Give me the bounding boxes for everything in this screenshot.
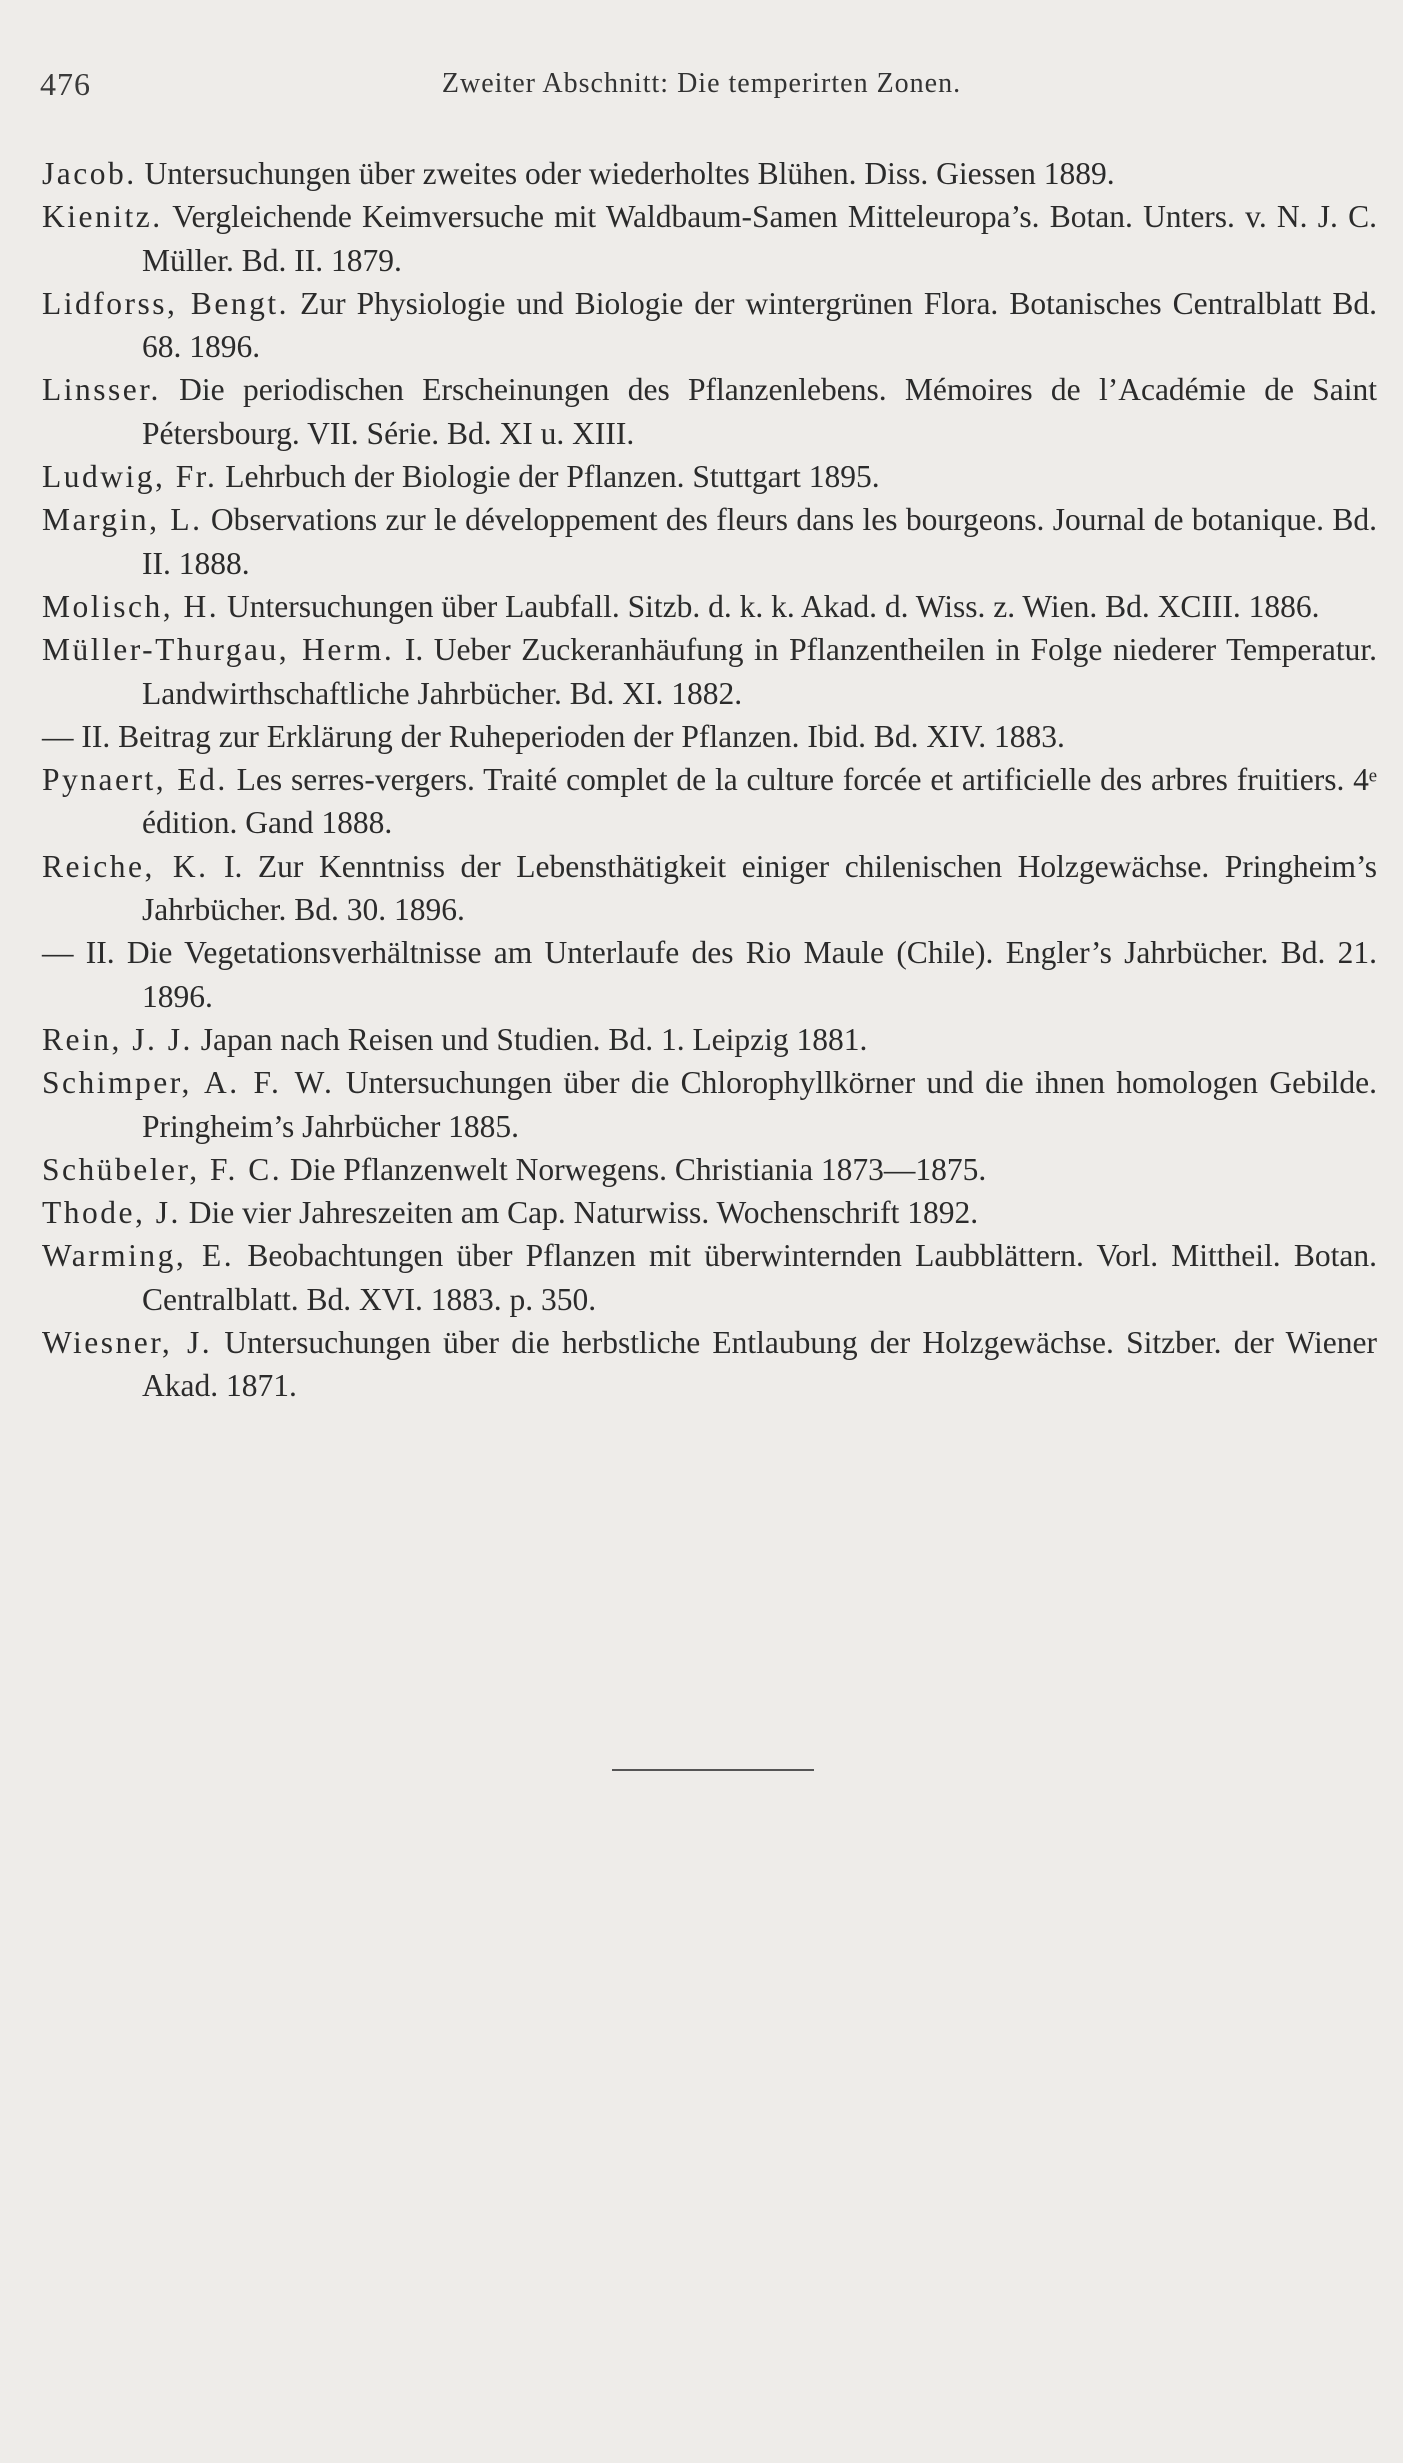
reference-text: — II. Beitrag zur Erklärung der Ruheperioden der Pflanzen. Ibid. Bd. XIV. 1883. (42, 718, 1065, 754)
reference-author: Schübeler, F. C. (42, 1151, 283, 1187)
section-end-rule (612, 1769, 814, 1771)
reference-author: Schimper, A. F. W. (42, 1065, 335, 1101)
reference-entry (42, 758, 1377, 845)
reference-entry (42, 1148, 1377, 1191)
reference-text: Die periodischen Erscheinungen des Pflanzenlebens. Mémoires de l’Académie de Saint Pétersbourg. VII. Série. Bd. XI u. XIII. (142, 372, 1377, 451)
reference-text: Die Pflanzenwelt Norwegens. Christiania 1873—1875. (282, 1151, 987, 1187)
reference-author: Müller-Thurgau, Herm. (42, 632, 395, 668)
reference-text: Beobachtungen über Pflanzen mit überwinternden Laubblättern. Vorl. Mittheil. Botan. Centralblatt. Bd. XVI. 1883. p. 350. (142, 1238, 1377, 1317)
reference-author: Warming, E. (42, 1238, 235, 1274)
reference-entry (42, 152, 1377, 195)
reference-author: Reiche, K. (42, 848, 209, 884)
reference-entry (42, 628, 1377, 715)
reference-entry (42, 931, 1377, 1018)
reference-text: Vergleichende Keimversuche mit Waldbaum-Samen Mitteleuropa’s. Botan. Unters. v. N. J. C. Müller. Bd. II. 1879. (142, 199, 1377, 278)
reference-text: Untersuchungen über zweites oder wiederholtes Blühen. Diss. Giessen 1889. (136, 156, 1115, 191)
reference-text: I. Zur Kenntniss der Lebensthätigkeit einiger chilenischen Holzgewächse. Pringheim’s Jahrbücher. Bd. 30. 1896. (142, 848, 1377, 928)
reference-author: Thode, J. (42, 1195, 181, 1231)
reference-entry (42, 1234, 1377, 1321)
reference-text: Zur Physiologie und Biologie der wintergrünen Flora. Botanisches Centralblatt Bd. 68. 1896. (142, 285, 1378, 365)
reference-entry (42, 282, 1377, 369)
reference-author: Margin, L. (42, 502, 203, 538)
reference-text: Untersuchungen über die Chlorophyllkörner und die ihnen homologen Gebilde. Pringheim’s Jahrbücher 1885. (142, 1065, 1377, 1144)
reference-entry (42, 368, 1377, 455)
reference-entry (42, 845, 1377, 932)
reference-author: Molisch, H. (42, 588, 220, 624)
reference-entry (42, 455, 1377, 498)
reference-author: Lidforss, Bengt. (42, 285, 290, 321)
reference-text: Les serres-vergers. Traité complet de la culture forcée et artificielle des arbres fruitiers. 4ᵉ édition. Gand 1888. (142, 762, 1377, 841)
running-title: Zweiter Abschnitt: Die temperirten Zonen. (441, 68, 962, 99)
reference-author: Ludwig, Fr. (42, 459, 218, 495)
reference-author: Linsser. (42, 372, 161, 408)
reference-text: Die vier Jahreszeiten am Cap. Naturwiss. Wochenschrift 1892. (180, 1195, 979, 1231)
reference-entry (42, 498, 1377, 585)
reference-text: Untersuchungen über Laubfall. Sitzb. d. k. k. Akad. d. Wiss. z. Wien. Bd. XCIII. 1886. (219, 588, 1320, 624)
page-number: 476 (40, 66, 91, 102)
reference-author: Kienitz. (42, 199, 163, 235)
reference-author: Pynaert, Ed. (42, 762, 228, 798)
reference-author: Rein, J. J. (42, 1021, 193, 1057)
reference-text: I. Ueber Zuckeranhäufung in Pflanzentheilen in Folge niederer Temperatur. Landwirthschaftliche Jahrbücher. Bd. XI. 1882. (142, 632, 1377, 711)
reference-text: — II. Die Vegetationsverhältnisse am Unterlaufe des Rio Maule (Chile). Engler’s Jahrbücher. Bd. 21. 1896. (42, 935, 1377, 1014)
reference-author: Jacob. (42, 156, 137, 191)
reference-list (42, 152, 1377, 1408)
reference-author: Wiesner, J. (42, 1325, 213, 1361)
reference-entry (42, 715, 1377, 758)
reference-text: Untersuchungen über die herbstliche Entlaubung der Holzgewächse. Sitzber. der Wiener Akad. 1871. (142, 1325, 1378, 1404)
reference-text: Japan nach Reisen und Studien. Bd. 1. Leipzig 1881. (192, 1021, 868, 1057)
reference-entry (42, 195, 1377, 282)
reference-entry (42, 585, 1377, 628)
reference-entry (42, 1321, 1377, 1408)
reference-entry (42, 1018, 1377, 1061)
reference-entry (42, 1191, 1377, 1234)
reference-text: Lehrbuch der Biologie der Pflanzen. Stuttgart 1895. (217, 459, 880, 495)
reference-text: Observations zur le développement des fleurs dans les bourgeons. Journal de botanique. Bd. II. 1888. (142, 502, 1377, 581)
reference-entry (42, 1061, 1377, 1148)
